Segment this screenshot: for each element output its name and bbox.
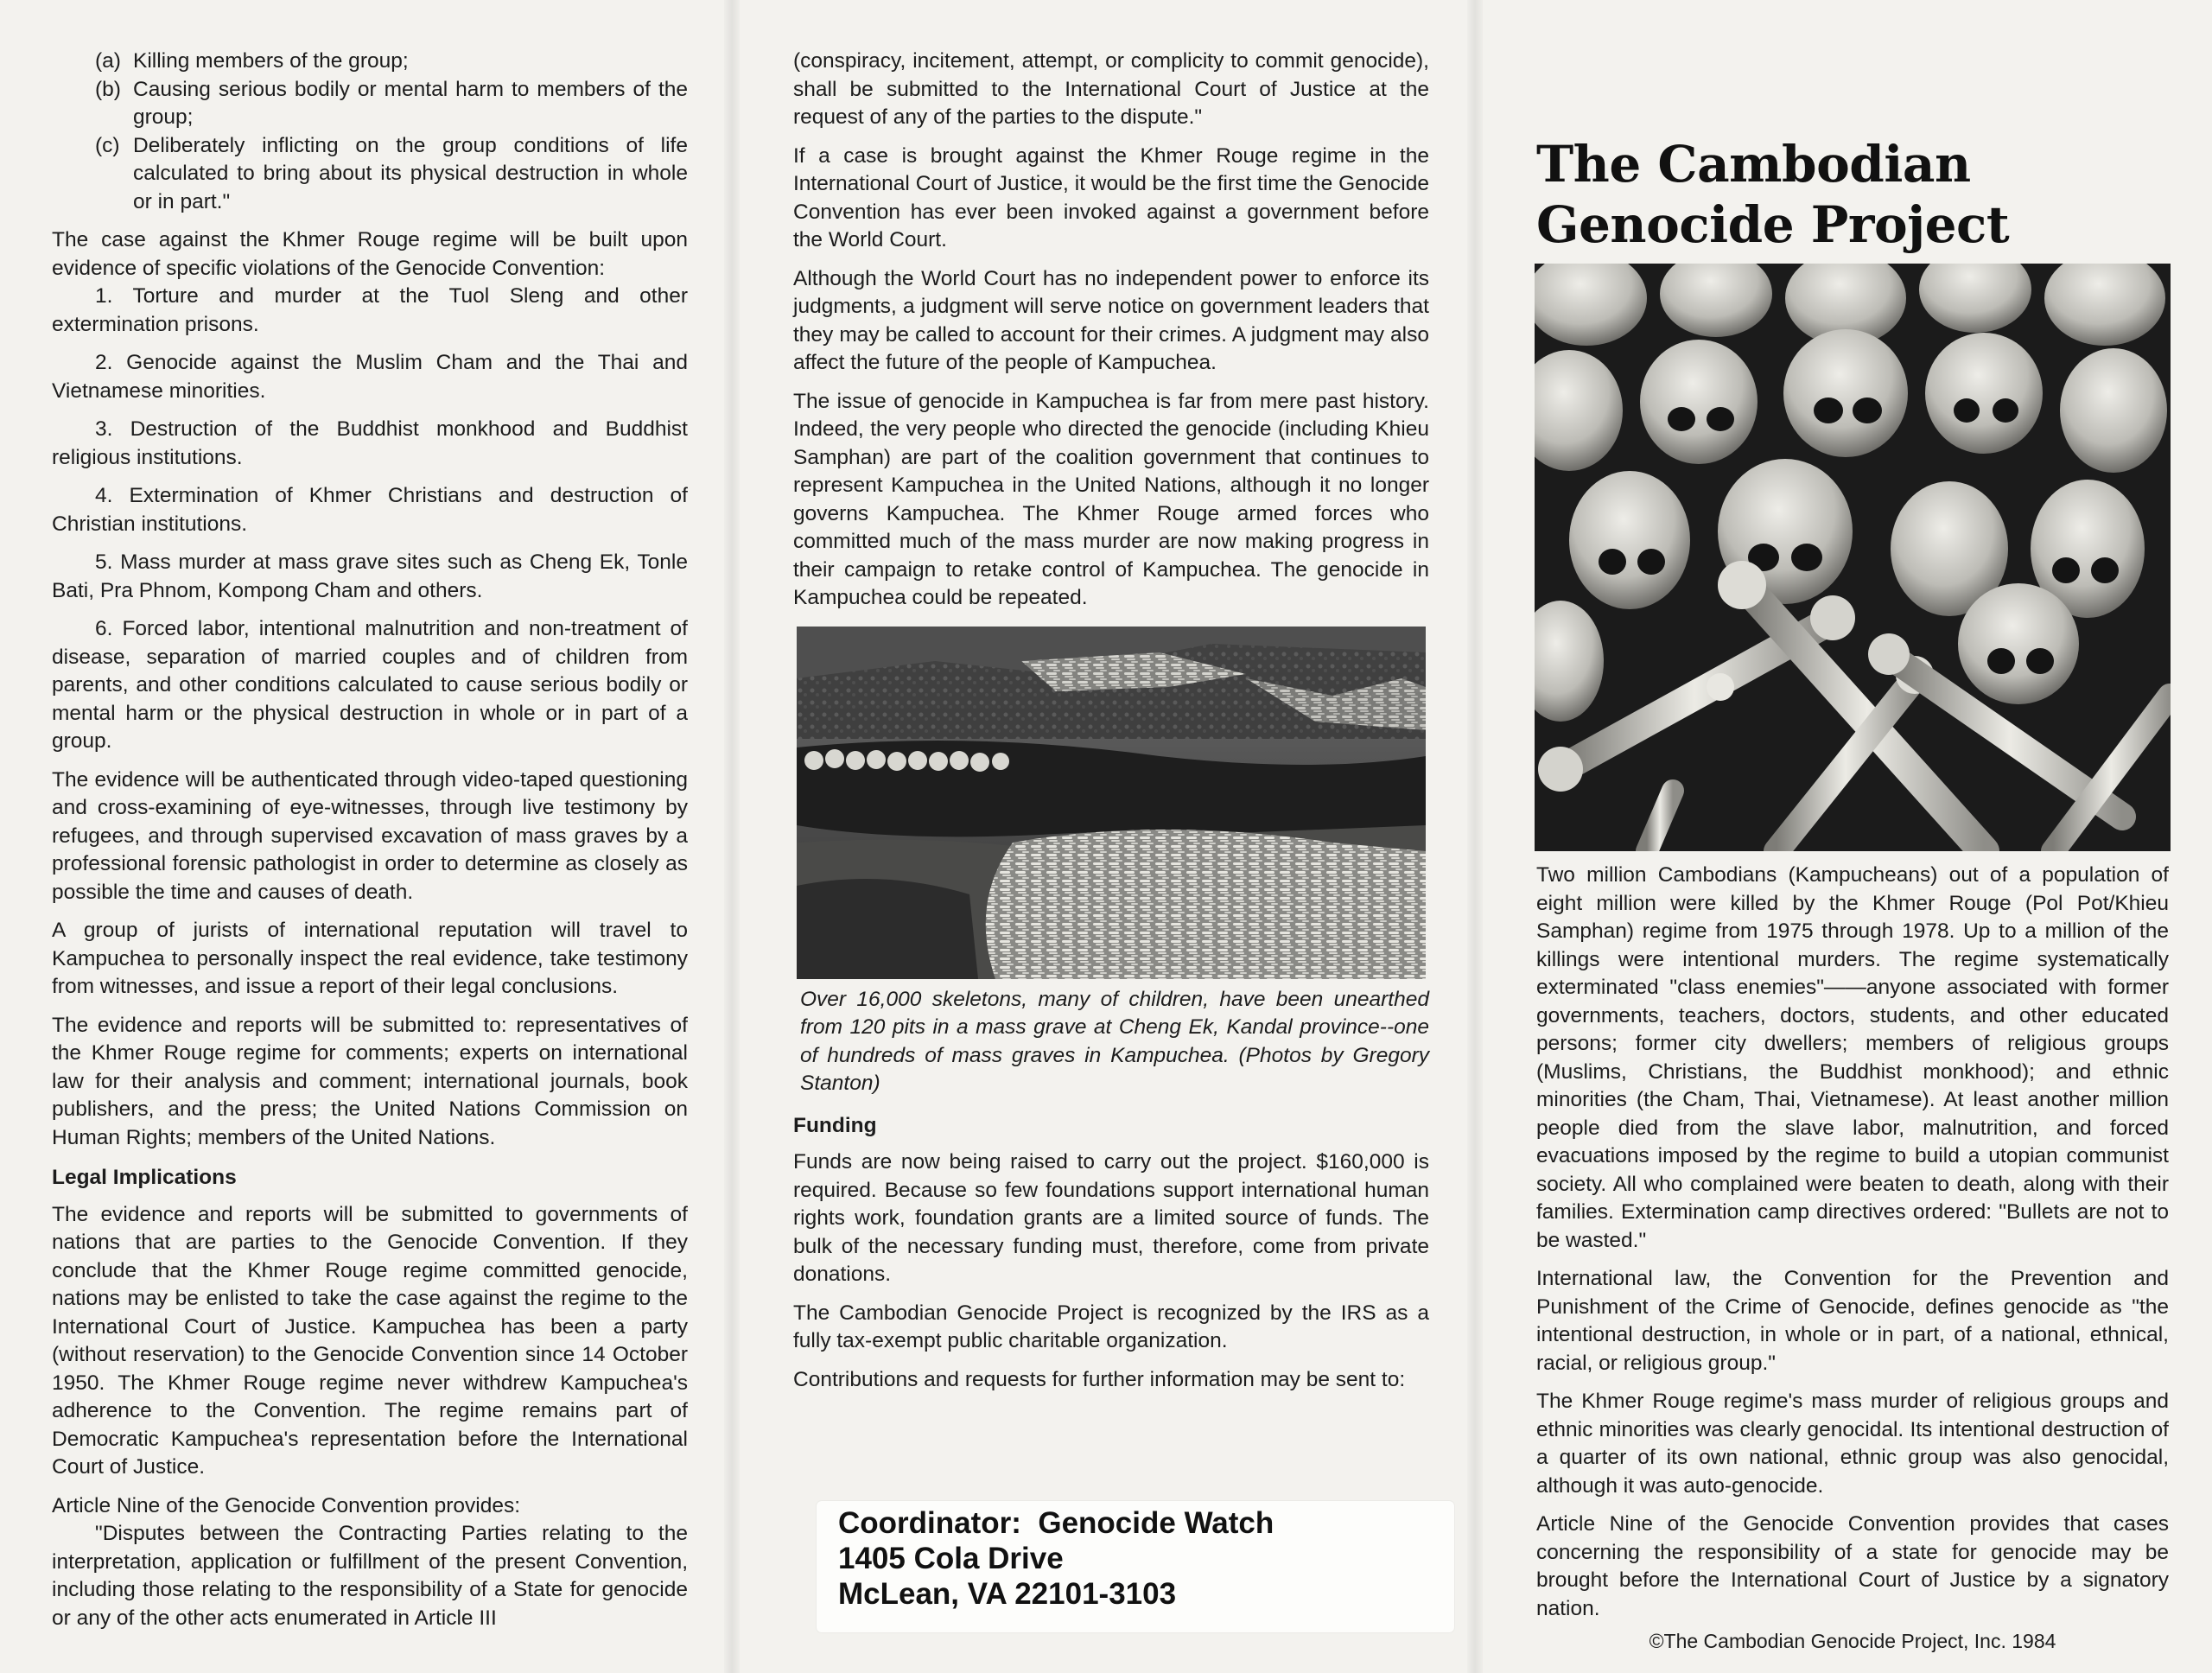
violation-item: 1. Torture and murder at the Tuol Sleng and other extermination prisons. xyxy=(52,284,688,336)
article-quote-start: "Disputes between the Contracting Parties relating to the interpretation, application or fulfillment of the present Convention, including those relating to the responsibility of a State for genocide or any of the other acts enumerated in Article III xyxy=(52,1522,688,1630)
issue-paragraph: The issue of genocide in Kampuchea is far from mere past history. Indeed, the very people who directed the genocide (including Khieu Samphan) are part of the coalition government that continues to represent Kampuchea in the United Nations, although it no longer governs Kampuchea. The Khmer Rouge armed forces who committed much of the mass murder are now making progress in their campaign to retake control of Kampuchea. The genocide in Kampuchea could be repeated. xyxy=(793,389,1429,609)
title-line-2: Genocide Project xyxy=(1536,195,2010,254)
funding-heading: Funding xyxy=(793,1113,877,1137)
title-line-1: The Cambodian xyxy=(1536,135,1971,194)
item-label: (a) xyxy=(95,49,121,73)
copyright-notice: ©The Cambodian Genocide Project, Inc. 1984 xyxy=(1649,1630,2056,1652)
photo-caption: Over 16,000 skeletons, many of children, have been unearthed from 120 pits in a mass grave at Cheng Ek, Kandal province--one of hundreds of mass graves in Kampuchea. (Photos by Gregory Stanton) xyxy=(800,987,1429,1095)
contributions-paragraph: Contributions and requests for further information may be sent to: xyxy=(793,1367,1406,1391)
evidence-paragraph: The evidence will be authenticated through video-taped questioning and cross-examining of eye-witnesses, through live testimony by refugees, and through supervised excavation of mass graves by a professional forensic pathologist in order to determine as closely as possible the time and causes of death. xyxy=(52,767,688,904)
khmer-paragraph: The Khmer Rouge regime's mass murder of religious groups and ethnic minorities was clearly genocidal. Its intentional destruction of a quarter of its own national, ethnic group was also genocidal, although it was auto-genocide. xyxy=(1536,1390,2169,1498)
article-paragraph: Article Nine of the Genocide Convention provides that cases concerning the responsibility of a state for genocide may be brought before the International Court of Justice by a signatory nation. xyxy=(1536,1512,2169,1620)
item-text: Killing members of the group; xyxy=(133,49,409,73)
violation-item: 6. Forced labor, intentional malnutrition and non-treatment of disease, separation of married couples and of children from parents, and other conditions calculated to cause serious bodily or mental harm or the physical destruction in whole or in part of a group. xyxy=(52,617,688,753)
world-court-paragraph: Although the World Court has no independent power to enforce its judgments, a judgment will serve notice on government leaders that they may be called to account for their crimes. A judgment may also affect the future of the people of Kampuchea. xyxy=(793,266,1429,374)
item-label: (c) xyxy=(95,133,120,157)
definition-item xyxy=(52,48,688,76)
violation-item: 3. Destruction of the Buddhist monkhood and Buddhist religious institutions. xyxy=(52,417,688,469)
legal-implications-heading: Legal Implications xyxy=(52,1166,237,1189)
address-block xyxy=(838,1505,1274,1612)
funding-paragraph: Funds are now being raised to carry out the project. $160,000 is required. Because so few foundations support international human rights work, foundation grants are a limited source of funds. The bulk of the necessary funding must, therefore, come from private donations. xyxy=(793,1150,1429,1286)
icj-paragraph: If a case is brought against the Khmer Rouge regime in the International Court of Justice, it would be the first time the Genocide Convention has ever been invoked against a government before the World Court. xyxy=(793,143,1429,251)
submitted-paragraph: The evidence and reports will be submitted to: representatives of the Khmer Rouge regime for comments; experts on international law for their analysis and comment; international journals, book publishers, and the press; the United Nations Commission on Human Rights; members of the United Nations. xyxy=(52,1013,688,1149)
jurists-paragraph: A group of jurists of international reputation will travel to Kampuchea to personally inspect the real evidence, take testimony from witnesses, and issue a report of their legal conclusions. xyxy=(52,919,688,998)
legal-paragraph: The evidence and reports will be submitted to governments of nations that are parties to the Genocide Convention. If they conclude that the Khmer Rouge regime committed genocide, nations may be enlisted to take the case against the regime to the International Court of Justice. Kampuchea has been a party (without reservation) to the Genocide Convention since 14 October 1950. The Khmer Rouge regime never withdrew Kampuchea's adherence to the Convention. The regime remains part of Democratic Kampuchea's representation before the International Court of Justice. xyxy=(52,1202,688,1479)
item-text: Deliberately inflicting on the group conditions of life calculated to bring about its physical destruction in whole or in part." xyxy=(133,133,688,213)
intro-paragraph: Two million Cambodians (Kampucheans) out of a population of eight million were killed by the Khmer Rouge (Pol Pot/Khieu Samphan) regime from 1975 through 1978. Up to a million of the killings were intentional murders. The regime systematically exterminated "class enemies"——anyone associated with former governments, teachers, doctors, students, and other educated persons; former city dwellers; members of religious groups (Muslims, Christians, the Buddhist monkhood); and ethnic minorities (the Cham, Thai, Vietnamese). At least another million people died from the slave labor, malnutrition, and forced evacuations imposed by the regime to build a utopian communist society. All who complained were beaten to death, along with their families. Extermination camp directives ordered: "Bullets are not to be wasted." xyxy=(1536,863,2169,1252)
address-line-street: 1405 Cola Drive xyxy=(838,1542,1064,1575)
violation-item: 5. Mass murder at mass grave sites such as Cheng Ek, Tonle Bati, Pra Phnom, Kompong Cham and others. xyxy=(52,550,688,602)
brochure-title xyxy=(1536,134,2169,255)
fold-line-right xyxy=(1467,0,1483,1673)
item-text: Causing serious bodily or mental harm to members of the group; xyxy=(133,77,688,129)
fold-line-left xyxy=(724,0,740,1673)
panel-left xyxy=(52,48,688,1643)
case-intro: The case against the Khmer Rouge regime will be built upon evidence of specific violations of the Genocide Convention: xyxy=(52,228,688,280)
violation-item: 2. Genocide against the Muslim Cham and the Thai and Vietnamese minorities. xyxy=(52,351,688,403)
address-line-coordinator: Coordinator: Genocide Watch xyxy=(838,1506,1274,1540)
law-paragraph: International law, the Convention for the Prevention and Punishment of the Crime of Genocide, defines genocide as "the intentional destruction, in whole or in part, of a national, ethnical, racial, or religious group." xyxy=(1536,1267,2169,1375)
article-intro: Article Nine of the Genocide Convention provides: xyxy=(52,1493,521,1517)
irs-paragraph: The Cambodian Genocide Project is recognized by the IRS as a fully tax-exempt public charitable organization. xyxy=(793,1301,1429,1352)
mass-grave-photo xyxy=(797,627,1426,979)
quote-continued: (conspiracy, incitement, attempt, or complicity to commit genocide), shall be submitted to the International Court of Justice at the request of any of the parties to the dispute." xyxy=(793,49,1429,129)
panel-middle xyxy=(793,48,1429,1404)
skulls-and-bones-photo xyxy=(1535,264,2171,851)
definition-item xyxy=(52,76,688,132)
definition-item xyxy=(52,132,688,217)
address-line-city: McLean, VA 22101-3103 xyxy=(838,1577,1177,1611)
violation-item: 4. Extermination of Khmer Christians and destruction of Christian institutions. xyxy=(52,484,688,536)
item-label: (b) xyxy=(95,77,121,101)
panel-right xyxy=(1536,48,2169,1633)
